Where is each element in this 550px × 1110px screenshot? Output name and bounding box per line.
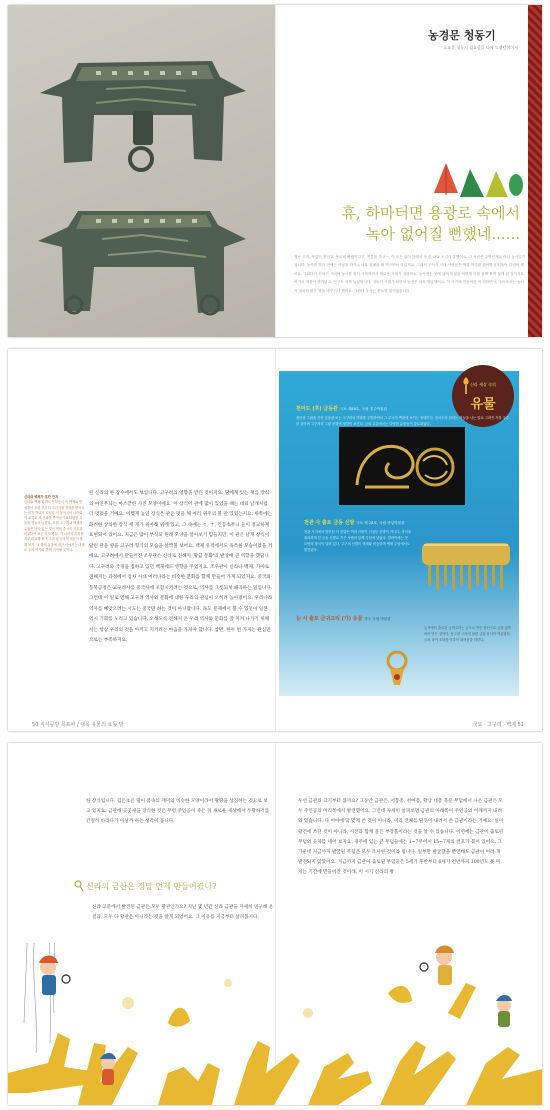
- tree-illustration: [432, 159, 524, 199]
- gold-earring-image: [372, 647, 422, 689]
- page-gutter: [275, 349, 276, 731]
- main-heading: [320, 203, 520, 245]
- side-note-text: 신라와 백제 황해도 산다음이 꼭 백제와 안성황이 오래 전부터 그러기에 경원을 받아오는 이후 하나가 되었다.이 동아시아 나라와의 교류로 새 문화를 받아들이고 다양한 유물을 만들어 남겼다. 또한 고구려와 백제의 유물은 남아 있는 것이 적어 중국의 기록과 비교하여 보는 것도 좋다. 각 나라의 특징을 서로 비교해 보며 고대 왕국의 역사를 이해해 보자. 그 외에 유물에 대한 이야기는 대체로 우리 역사와 함께 기억될 것이다.: [24, 500, 85, 552]
- golden-crown-photo: [339, 427, 465, 505]
- item-2-text: 천관 사지에서 발견된 이 신발은 여러 사람이 신었던 신발이 아니다. 장식을 화려하게 한 금동 신발로 죽은 사람과 함께 무덤에 넣었다. 발바닥에는 못 모양의 장식이 달려 있다. 고구려 신발의 형태와 비슷하며 백제 무덤에서도 발견된다.: [304, 530, 412, 552]
- artifact-photo-panel: [8, 5, 275, 337]
- item-1-text: 천마의 그림을 가진 금동관 또는 고구려의 벽화를 주방하여서 그 무늬가 벽화에 보이는 형태이다. 천마도의 천마는 하늘을 나는 말로 그려진 가장 우수한 것이며 고구려의 그림 문화에 영향이 보인다. 금의 고분에서는 다양한 유물들이 출토되었다.: [296, 416, 510, 426]
- item-3-text: 능사에서 출토된 금귀고리는 금으로 만든 장신구로 금을 얇게 펴서 만든 것이다. 동그란 고리에 달린 금판 장식이 아름답다. 금과 옥이 조화를 이루어 화려함을 더한다.: [424, 626, 511, 642]
- section-heading: 신라의 금산은 정말 언제 만들어졌나?: [86, 882, 217, 891]
- item-2-title-text: 천관 사 출토 금동 신발: [304, 520, 355, 526]
- spread-gold-crown: [8, 743, 542, 1105]
- body-text-left-top: 한 장식입니다. 김은초은 말이 몸속의 재미와 비슷한 모양이라서 땅땅을 상징하는 것으로 보고 있지요. 금관에 곳곳새을 장식한 것은 무령 주인공이 죽은 뒤 새로운 세상에서 두황하기를 간절히 바라다가 아닐까 하는 생각이 듭니다.: [86, 799, 270, 825]
- page-title: 농경문 청동기: [428, 29, 496, 42]
- item-1-title: [296, 405, 387, 412]
- item-3-caption: 경주 국립 박물관: [364, 617, 391, 621]
- spread-silla-artifacts: [8, 349, 542, 731]
- magnifier-icon: [74, 880, 84, 892]
- heading-line-2: 녹아 없어질 뻔했네......: [365, 225, 520, 243]
- kids-exploring-illustration: [8, 943, 542, 1105]
- badge-caption: 신라 세상 속의: [470, 382, 496, 387]
- item-1-caption: 국보 제88호, 국립 경주박물관: [339, 407, 387, 411]
- spread-bronze-ritual: [8, 5, 542, 337]
- intro-paragraph: 청동 도끼, 작업이 쌓인고, 용로의 땅쉽이다고, 전통을 하고---. 이 모든 일이 앞에서 꼭 한 나와 소녀가 말했어요. 그 사진은 주방단계로 아나 농사일기입니다. 농사를 짓기 전에는 사냥을 하거나 나무 열매를 때 먹으면서 살았지요. 그래서 구석기 시대 사람들은 먹을 거리를 찾아항상 떠돌아 다녀야 했어요. 그러다가 신석기 시대에 농사를 짓기 시작하면서 새로운 시대가 열렸어요. 농사짓는 곳에 살며 이것을 어떻게 다를 함께 모여 살게 된 것이지요. 여기서 마을이 생겨났고, 인구도 크게 늘었답니다. 청동기 시대가 되면서 농경은 더욱 발달했어요. 이 시기에 만들어진 이 의하면서, 주어에서는 농사가 얼마의 많은 밭을 바꾸거나 했어요. 그런데 농사는 중요한 일이었습니다.: [294, 255, 526, 293]
- item-3-title: [296, 615, 391, 622]
- body-text-left-bottom: 신라 고분에서 발견된 금관은 모두 황관인가요? 지난 몇 년간 신라 금관을 자세히 연구해 온 결과, 모두 다 황관은 아니라는 것을 알게 되었어요. 그 이유를 지금부터 살펴봅시다.: [92, 905, 274, 921]
- item-1-title-text: 천마도 (후) 금동관: [296, 406, 338, 412]
- item-3-title-text: 능 사 출토 금귀고리 (가) 유물: [296, 616, 363, 622]
- decorative-stripe: [528, 5, 542, 337]
- page-number-left: 50 지식공방 목표파 / 대목 유물의 요동 방: [32, 722, 124, 728]
- side-note: [24, 495, 85, 553]
- body-text-right: 우선 금관의 크기부터 봅까요? 그동안 금관은, 서봉총, 천마총, 황남 대총 북분 무덤에서 나온 금관은 모두 주인공의 머리쪽에서 발견했어요. 그런데 자세히 살펴보면 금관의 아래쪽이 주인공의 어깨까지 내려와 있습니다. 다 이마에 딱 맞게 쓴 것이 아니라, 머리 전체를 덮듯이 내려서 쓴 금관이라는 거예요. 실어왕전에 쓰던 것이 아니라, 시신과 함께 묻은 부장품이라는 것을 알 수 있습니다. 어떤에는 금관이 출토된 무덤의 숫자를 세어 보지요. 경주에 있는 큰 무덤들에는 1~7무어서 15~7개의 번호가 붙어 있어요. 그 가운데 지금까지 발굴된 무덤은 모두 조사한 것이라 됩니다. 일부만 발굴했을 뿐인데도 금관이 여러 개 발견되지 않았어요. 지금까지 금관이 출토된 무덤들은 5세기 후반부터 6세기 전반까지 100년도 못 미치는 기간에 만들어진 것이래, 이 시기 신라의 왕: [298, 799, 504, 876]
- body-text: 된 신라의 한 장수에서도 보입니다. 고구려의 영향을 받은 것이지요. 당에게 있는 재를 장식의 마연무늬는 마스끝한 사진 모양이에요. 이 장식이 관에 많이 있었을 때는 대외 날개처럼 더 멋졌을 거예요. 어쨌게 높인 장식은 관은 멋을 해 여러 위주의 볼 만 있었는지요. 위쪽에는 화려한 상의한 장식 세 개가 위아래 위에 있고, 그 속에는 ㅇ, ㅜ, 인동초무늬 들이 정교하게 표현되어 있어요. 지금은 많이 부식되 원래 모양을 알아보기 힘들지만, 이 관은 날개 장식이 달린 관을 옆을 고구려 형식의 모습을 살짝볼 보여요. 백제 유적에서도 독특한 모습이었을 거에요. 고구려에서 만들어진 조무관은 신라로 전해져 '황금 문화'의 발상에 큰 역할을 했답니다. 고구려와 국경을 접하고 있던 백제에도 영향을 주었지요. 조우관이 신라나 백제, 가야로 전해지는 과정에서 점차 시대 여러나라는 비슷한 문화를 함께 만들어 가게 되었지요. 중국의 동북공정은 고구려사를 중국사에 포함시키려는 것으로, 역사를 그릇되게 왜곡하는 일입니다. 그런데 이 일로 인해 고구려 역사와 문화에 대한 우리의 관심이 오히려 높아졌어요. 우리나라 역사를 빼앗으려는 시도는 중국만 하는 것이 아니랍니다. 독도 문제에서 볼 수 있듯이 일본 역시 기회를 노리고 있습니다. 오래도록 전해져 온 우리 역사와 문화를 잘 지켜 나가기 위해서는 항상 우리의 것을 아끼고 지키려는 마음을 가져야 합니다. 참만, 한두 번 가지는 관심만으로는 부족하지요.: [89, 491, 273, 643]
- page-number-right: 국토 · 고구려 · 백제 51: [472, 722, 524, 728]
- bronze-artifact-upper-image: [36, 49, 248, 174]
- heading-line-1: 휴, 하마터면 용광로 속에서: [341, 204, 520, 222]
- item-2-caption: 국보 제 28호, 국립 중앙박물관: [356, 521, 405, 525]
- bronze-artifact-lower-image: [38, 201, 248, 321]
- gold-shoe-image: [418, 531, 514, 593]
- item-2-title: [304, 519, 405, 526]
- side-note-title: 신라와 백제가 혼란 만지: [24, 495, 59, 499]
- gold-ornament-image: [339, 427, 465, 505]
- badge-title: 유물: [470, 397, 496, 412]
- page-gutter: [275, 5, 276, 337]
- page-subtitle: 요요문 청동기 김효상을 나에 드렸던이어서: [443, 45, 518, 50]
